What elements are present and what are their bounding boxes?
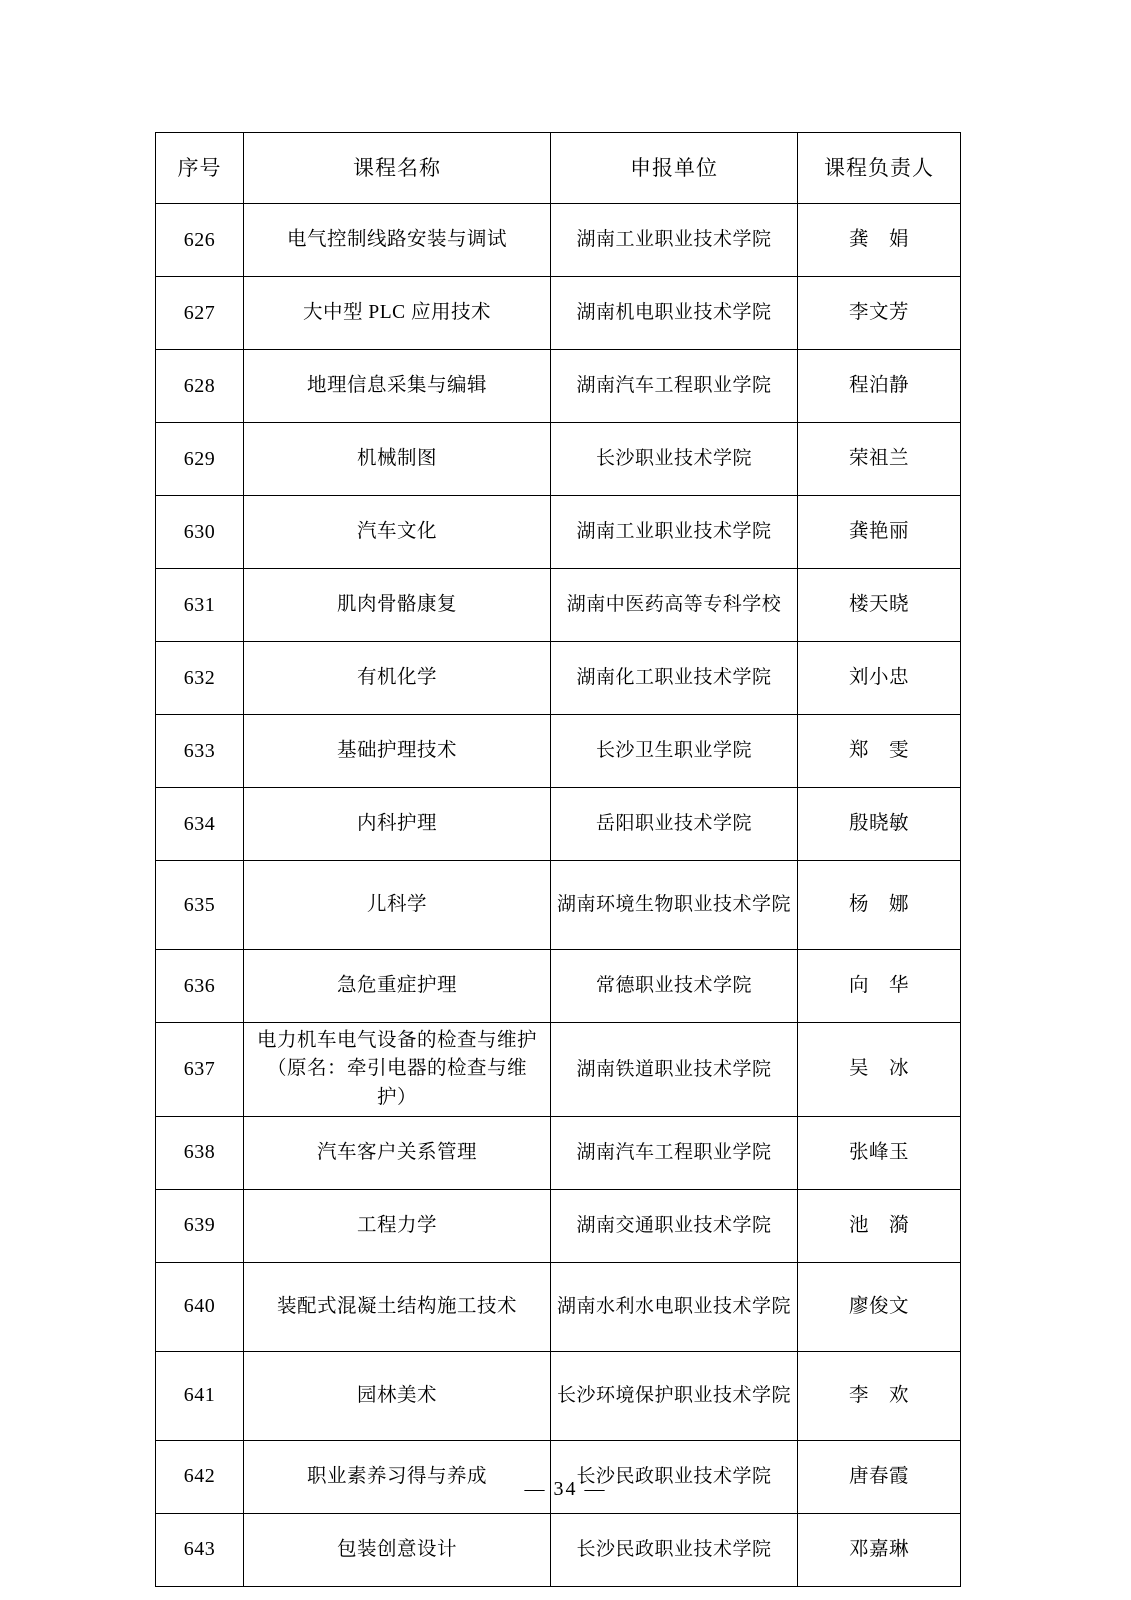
- cell-unit: 湖南中医药高等专科学校: [551, 569, 798, 642]
- cell-unit: 湖南汽车工程职业学院: [551, 1116, 798, 1189]
- cell-no: 626: [156, 204, 244, 277]
- cell-unit: 长沙民政职业技术学院: [551, 1440, 798, 1513]
- cell-course-name: 急危重症护理: [244, 950, 551, 1023]
- cell-person: 杨 娜: [798, 861, 961, 950]
- cell-no: 639: [156, 1189, 244, 1262]
- cell-unit: 湖南机电职业技术学院: [551, 277, 798, 350]
- cell-unit: 长沙职业技术学院: [551, 423, 798, 496]
- cell-course-name: 电气控制线路安装与调试: [244, 204, 551, 277]
- cell-person: 刘小忠: [798, 642, 961, 715]
- column-header-unit: 申报单位: [551, 133, 798, 204]
- cell-unit: 长沙民政职业技术学院: [551, 1513, 798, 1586]
- cell-unit: 岳阳职业技术学院: [551, 788, 798, 861]
- cell-unit: 常德职业技术学院: [551, 950, 798, 1023]
- cell-no: 627: [156, 277, 244, 350]
- cell-person: 荣祖兰: [798, 423, 961, 496]
- cell-unit: 湖南化工职业技术学院: [551, 642, 798, 715]
- table-row: [156, 715, 961, 788]
- table-row: [156, 950, 961, 1023]
- cell-course-name: 儿科学: [244, 861, 551, 950]
- cell-course-name: 园林美术: [244, 1351, 551, 1440]
- cell-person: 池 漪: [798, 1189, 961, 1262]
- cell-course-name: 汽车文化: [244, 496, 551, 569]
- table-row: [156, 1440, 961, 1513]
- table-row: [156, 569, 961, 642]
- cell-no: 637: [156, 1023, 244, 1117]
- cell-course-name: 地理信息采集与编辑: [244, 350, 551, 423]
- page-number: — 34 —: [524, 1478, 607, 1500]
- cell-course-name: 有机化学: [244, 642, 551, 715]
- cell-person: 唐春霞: [798, 1440, 961, 1513]
- cell-course-name: 基础护理技术: [244, 715, 551, 788]
- cell-course-name: 汽车客户关系管理: [244, 1116, 551, 1189]
- table-row: [156, 350, 961, 423]
- table-row: [156, 1351, 961, 1440]
- table-row: [156, 1262, 961, 1351]
- cell-no: 641: [156, 1351, 244, 1440]
- cell-no: 635: [156, 861, 244, 950]
- cell-course-name: 包装创意设计: [244, 1513, 551, 1586]
- cell-person: 李文芳: [798, 277, 961, 350]
- cell-course-name: 大中型 PLC 应用技术: [244, 277, 551, 350]
- cell-unit: 湖南交通职业技术学院: [551, 1189, 798, 1262]
- table-row: [156, 1513, 961, 1586]
- table-row: [156, 496, 961, 569]
- cell-unit: 长沙卫生职业学院: [551, 715, 798, 788]
- cell-course-name: 机械制图: [244, 423, 551, 496]
- table-row: [156, 277, 961, 350]
- table-row: [156, 861, 961, 950]
- column-header-person: 课程负责人: [798, 133, 961, 204]
- table-row: [156, 204, 961, 277]
- cell-person: 龚艳丽: [798, 496, 961, 569]
- table-row: [156, 1023, 961, 1117]
- cell-no: 629: [156, 423, 244, 496]
- cell-no: 633: [156, 715, 244, 788]
- column-header-no: 序号: [156, 133, 244, 204]
- cell-person: 郑 雯: [798, 715, 961, 788]
- table-header: [156, 133, 961, 204]
- table-row: [156, 423, 961, 496]
- cell-course-name: 职业素养习得与养成: [244, 1440, 551, 1513]
- cell-course-name: 电力机车电气设备的检查与维护（原名：牵引电器的检查与维护）: [244, 1023, 551, 1117]
- cell-no: 640: [156, 1262, 244, 1351]
- cell-person: 楼天晓: [798, 569, 961, 642]
- cell-unit: 湖南铁道职业技术学院: [551, 1023, 798, 1117]
- table-header-row: [156, 133, 961, 204]
- cell-person: 廖俊文: [798, 1262, 961, 1351]
- cell-unit: 湖南环境生物职业技术学院: [551, 861, 798, 950]
- cell-course-name: 内科护理: [244, 788, 551, 861]
- column-header-course-name: 课程名称: [244, 133, 551, 204]
- table-row: [156, 642, 961, 715]
- cell-course-name: 装配式混凝土结构施工技术: [244, 1262, 551, 1351]
- cell-no: 638: [156, 1116, 244, 1189]
- cell-course-name: 肌肉骨骼康复: [244, 569, 551, 642]
- cell-person: 向 华: [798, 950, 961, 1023]
- cell-person: 吴 冰: [798, 1023, 961, 1117]
- table-body: [156, 204, 961, 1587]
- cell-no: 634: [156, 788, 244, 861]
- table-row: [156, 788, 961, 861]
- cell-no: 631: [156, 569, 244, 642]
- cell-no: 643: [156, 1513, 244, 1586]
- table-row: [156, 1189, 961, 1262]
- cell-no: 642: [156, 1440, 244, 1513]
- cell-person: 李 欢: [798, 1351, 961, 1440]
- cell-person: 张峰玉: [798, 1116, 961, 1189]
- course-table-container: [155, 132, 960, 1587]
- cell-person: 程泊静: [798, 350, 961, 423]
- cell-no: 636: [156, 950, 244, 1023]
- table-row: [156, 1116, 961, 1189]
- cell-no: 628: [156, 350, 244, 423]
- cell-no: 632: [156, 642, 244, 715]
- cell-unit: 湖南汽车工程职业学院: [551, 350, 798, 423]
- cell-person: 龚 娟: [798, 204, 961, 277]
- course-table: [155, 132, 961, 1587]
- cell-unit: 长沙环境保护职业技术学院: [551, 1351, 798, 1440]
- cell-person: 邓嘉琳: [798, 1513, 961, 1586]
- cell-person: 殷晓敏: [798, 788, 961, 861]
- cell-no: 630: [156, 496, 244, 569]
- cell-unit: 湖南水利水电职业技术学院: [551, 1262, 798, 1351]
- cell-course-name: 工程力学: [244, 1189, 551, 1262]
- cell-unit: 湖南工业职业技术学院: [551, 204, 798, 277]
- cell-unit: 湖南工业职业技术学院: [551, 496, 798, 569]
